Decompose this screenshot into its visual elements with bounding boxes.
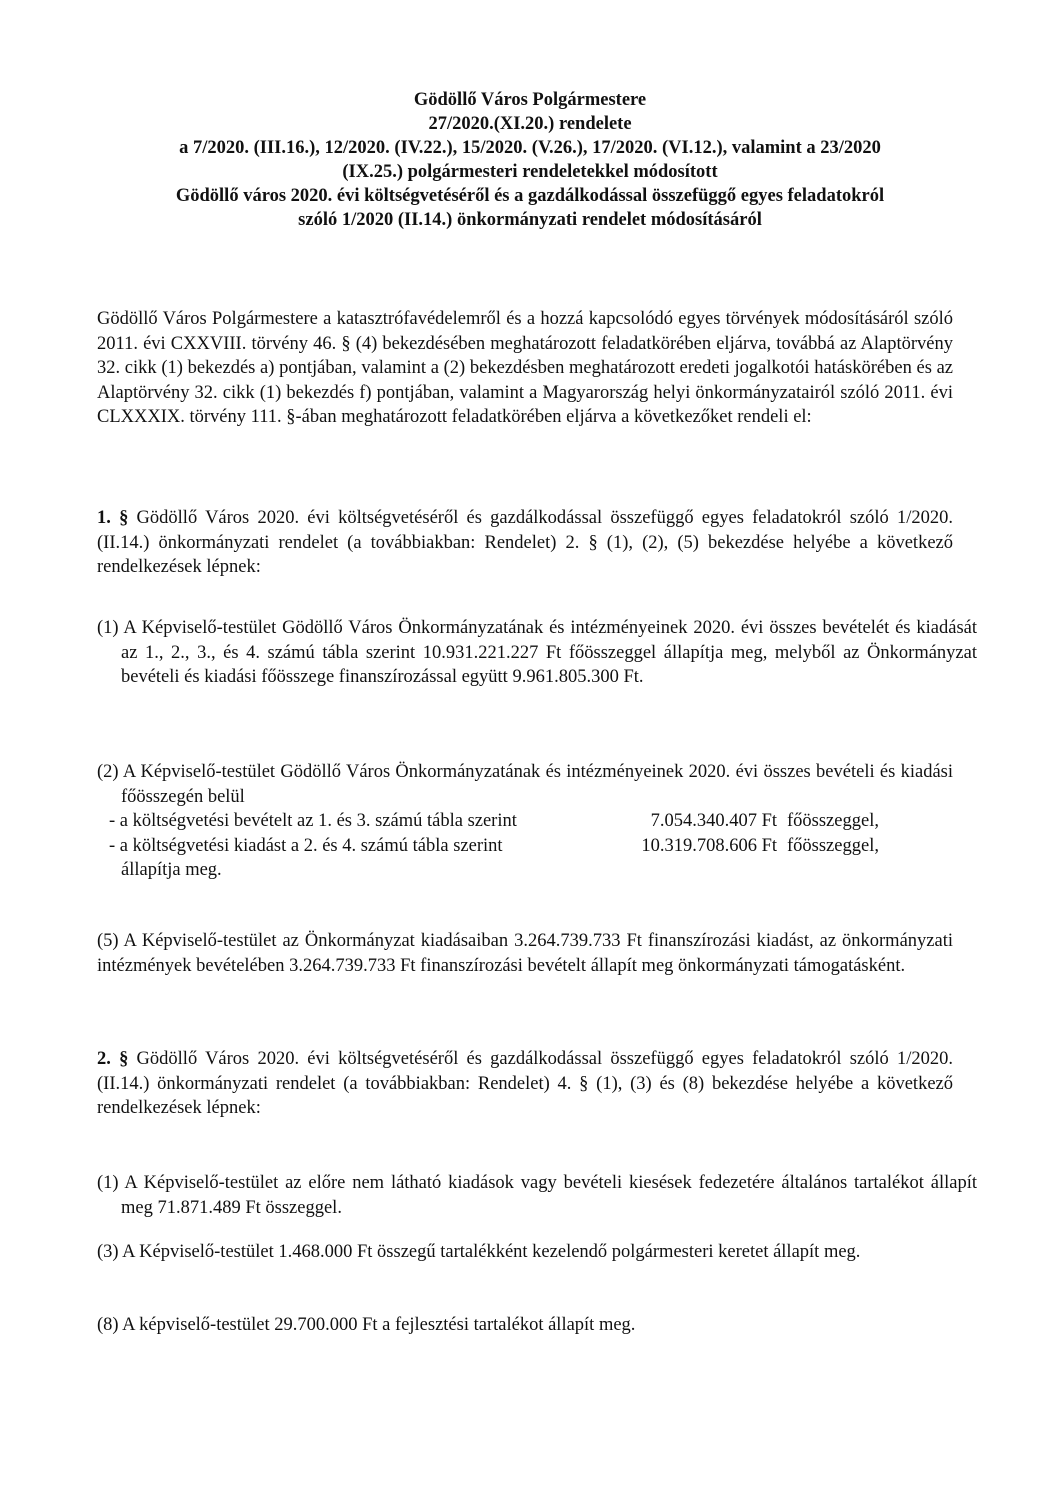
section-2-intro [97, 1047, 953, 1121]
section-number: 1. § [97, 508, 129, 528]
section-text: Gödöllő Város 2020. évi költségvetéséről és gazdálkodással összefüggő egyes feladatokról szóló 1/2020. (II.14.) önkormányzati rendelet (a továbbiakban: Rendelet) 2. § (1), (2), (5) bekezdése helyébe a következő rendelkezések lépnek: [97, 508, 953, 577]
title-line: Gödöllő város 2020. évi költségvetéséről és a gazdálkodással összefüggő egyes feladatokról [175, 186, 885, 206]
amount-value: 7.054.340.407 Ft [650, 811, 777, 831]
section-2-paragraph-1: (1) A Képviselő-testület az előre nem látható kiadások vagy bevételi kiesések fedezetére általános tartalékot állapít meg 71.871.489 Ft összeggel. [97, 1173, 977, 1218]
section-1-paragraph-2 [97, 760, 953, 883]
amount-row [97, 834, 953, 859]
amount-suffix: főösszeggel, [787, 835, 879, 856]
title-line: Gödöllő Város Polgármestere [413, 90, 647, 110]
section-1-intro [97, 506, 953, 580]
amount-value: 10.319.708.606 Ft [641, 835, 777, 856]
amount-row [97, 809, 953, 834]
title-line: (IX.25.) polgármesteri rendeletekkel módosított [342, 162, 718, 182]
section-text: Gödöllő Város 2020. évi költségvetéséről és gazdálkodással összefüggő egyes feladatokról szóló 1/2020. (II.14.) önkormányzati rendelet (a továbbiakban: Rendelet) 4. § (1), (3) és (8) bekezdése helyébe a következő rendelkezések lépnek: [97, 1049, 953, 1118]
section-2-paragraph-8: (8) A képviselő-testület 29.700.000 Ft a fejlesztési tartalékot állapít meg. [97, 1315, 636, 1335]
title-line: szóló 1/2020 (II.14.) önkormányzati rendelet módosításáról [298, 210, 762, 230]
section-1-paragraph-1: (1) A Képviselő-testület Gödöllő Város Önkormányzatának és intézményeinek 2020. évi összes bevételét és kiadását az 1., 2., 3., és 4. számú tábla szerint 10.931.221.227 Ft főösszeggel állapítja meg, melyből az Önkormányzat bevételi és kiadási főösszege finanszírozással együtt 9.961.805.300 Ft. [97, 618, 977, 687]
paragraph-2-end: állapítja meg. [121, 860, 222, 880]
amount-label: - a költségvetési kiadást a 2. és 4. számú tábla szerint [109, 835, 503, 856]
paragraph-2-intro: (2) A Képviselő-testület Gödöllő Város Önkormányzatának és intézményeinek 2020. évi összes bevételi és kiadási főösszegén belül [97, 762, 953, 807]
section-2-paragraph-3: (3) A Képviselő-testület 1.468.000 Ft összegű tartalékként kezelendő polgármesteri keretet állapít meg. [97, 1242, 861, 1262]
document-title [110, 88, 950, 232]
section-number: 2. § [97, 1049, 129, 1069]
amount-suffix: főösszeggel, [787, 811, 879, 831]
title-line: 27/2020.(XI.20.) rendelete [428, 114, 632, 134]
section-1-paragraph-5: (5) A Képviselő-testület az Önkormányzat kiadásaiban 3.264.739.733 Ft finanszírozási kiadást, az önkormányzati intézmények bevételében 3.264.739.733 Ft finanszírozási bevételt állapít meg önkormányzati támogatásként. [97, 931, 953, 976]
amount-label: - a költségvetési bevételt az 1. és 3. számú tábla szerint [109, 811, 517, 831]
title-line: a 7/2020. (III.16.), 12/2020. (IV.22.), 15/2020. (V.26.), 17/2020. (VI.12.), valamint a 23/2020 [179, 138, 881, 158]
preamble: Gödöllő Város Polgármestere a katasztrófavédelemről és a hozzá kapcsolódó egyes törvények módosításáról szóló 2011. évi CXXVIII. törvény 46. § (4) bekezdésében meghatározott feladatkörében eljárva, továbbá az Alaptörvény 32. cikk (1) bekezdés a) pontjában, valamint a (2) bekezdésben meghatározott eredeti jogalkotói hatáskörében és az Alaptörvény 32. cikk (1) bekezdés f) pontjában, valamint a Magyarország helyi önkormányzatairól szóló 2011. évi CLXXXIX. törvény 111. §-ában meghatározott feladatkörében eljárva a következőket rendeli el: [97, 309, 953, 427]
